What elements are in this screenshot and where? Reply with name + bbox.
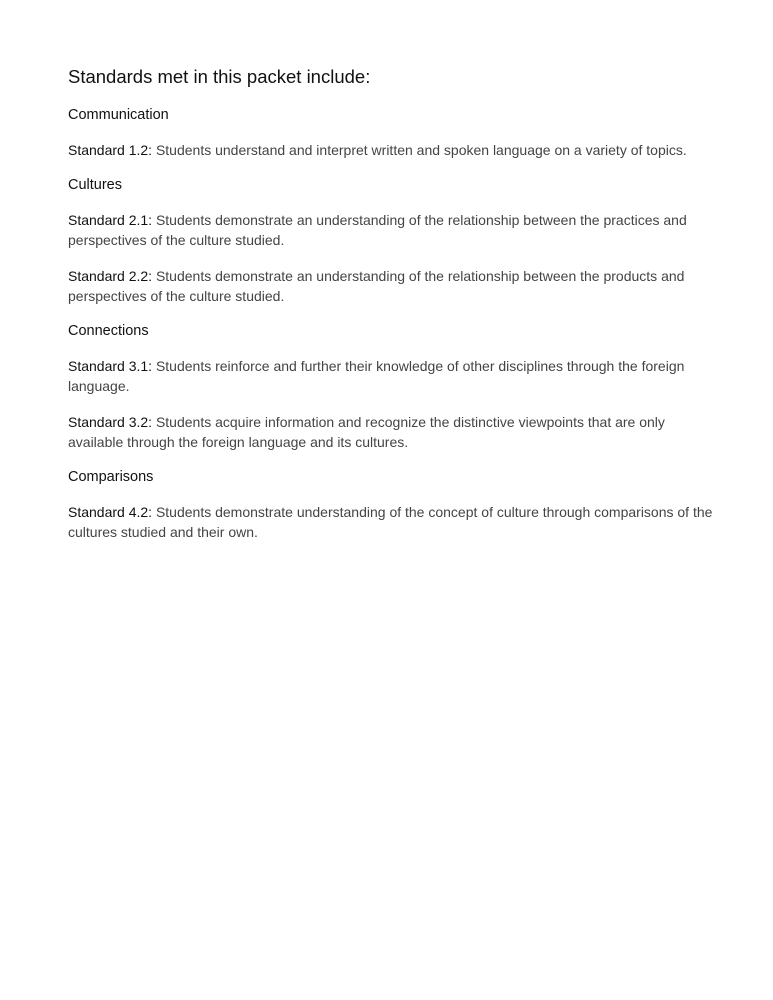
- standard-text: Students demonstrate understanding of the concept of culture through comparisons of the cultures studied and their own.: [68, 504, 713, 540]
- standard-label: Standard 2.1:: [68, 212, 153, 228]
- standard-text: Students reinforce and further their knowledge of other disciplines through the foreign language.: [68, 358, 685, 394]
- section-heading: Communication: [68, 107, 169, 123]
- standard-4-2: [68, 502, 718, 542]
- standard-label: Standard 4.2:: [68, 504, 153, 520]
- standard-text: Students acquire information and recognize the distinctive viewpoints that are only available through the foreign language and its cultures.: [68, 414, 665, 450]
- standard-3-2: [68, 412, 718, 452]
- section-heading: Connections: [68, 323, 149, 339]
- standard-text: Students demonstrate an understanding of the relationship between the practices and perspectives of the culture studied.: [68, 212, 687, 248]
- standard-2-1: [68, 210, 718, 250]
- standard-text: Students understand and interpret written and spoken language on a variety of topics.: [155, 142, 687, 158]
- standards-page: [68, 66, 718, 558]
- section-communication: [68, 106, 718, 160]
- standard-label: Standard 2.2:: [68, 268, 153, 284]
- section-cultures: [68, 176, 718, 306]
- page-title: Standards met in this packet include:: [68, 66, 371, 87]
- standard-label: Standard 1.2:: [68, 142, 153, 158]
- section-comparisons: [68, 468, 718, 542]
- section-connections: [68, 322, 718, 452]
- standard-1-2: [68, 140, 718, 160]
- standard-label: Standard 3.1:: [68, 358, 153, 374]
- standard-text: Students demonstrate an understanding of the relationship between the products and perspectives of the culture studied.: [68, 268, 685, 304]
- section-heading: Comparisons: [68, 469, 154, 485]
- section-heading: Cultures: [68, 177, 122, 193]
- standard-label: Standard 3.2:: [68, 414, 153, 430]
- standard-2-2: [68, 266, 718, 306]
- standard-3-1: [68, 356, 718, 396]
